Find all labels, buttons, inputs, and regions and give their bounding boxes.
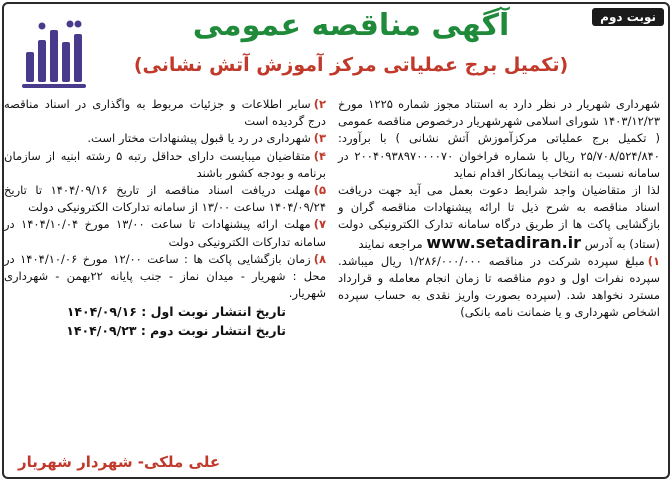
- invitation-text: لذا از متقاضیان واجد شرایط دعوت بعمل می آید جهت دریافت اسناد مناقصه به شرح ذیل تا ارائه پیشنهادات مناقصه گران و بازگشایی پاکت ها از طریق درگاه سامانه تدارک الکترونیکی دولت (ستاد) به آدرس: [338, 183, 660, 251]
- intro-paragraph: شهرداری شهریار در نظر دارد به استناد مجوز شماره ۱۲۲۵ مورخ ۱۴۰۳/۱۲/۲۳ شورای اسلامی شهرشهریار درخصوص مناقصه عمومی ( تکمیل برج عملیاتی مرکزآموزش آتش نشانی ) با برآورد: ۲۵/۷۰۸/۵۲۴/۸۴۰ ریال با شماره فراخوان ۲۰۰۴۰۹۳۸۹۷۰۰۰۰۷۰ در سامانه نسبت به انتخاب پیمانکار اقدام نماید: [338, 97, 660, 180]
- list-item: [4, 251, 326, 303]
- item-text: زمان بازگشایی پاکت ها : ساعت ۱۲/۰۰ مورخ ۱۴۰۴/۱۰/۰۶ در محل : شهریار - میدان نماز - جنب پایانه ۲۲بهمن - شهرداری شهریار.: [4, 251, 326, 301]
- invitation-paragraph: [338, 182, 660, 253]
- invitation-tail: مراجعه نمایند: [358, 236, 423, 251]
- right-column: [338, 96, 660, 322]
- setad-url-link[interactable]: www.setadiran.ir: [426, 232, 582, 252]
- round-badge: نوبت دوم: [592, 8, 664, 26]
- item-text: شهرداری در رد یا قبول پیشنهادات مختار است.: [87, 131, 311, 146]
- item-text: مبلغ سپرده شرکت در مناقصه ۱/۲۸۶/۰۰۰/۰۰۰ ریال میباشد. سپرده نفرات اول و دوم مناقصه تا زمان انجام معامله و قرارداد مسترد نخواهد شد. (سپرده بصورت واریز نقدی به حساب سپرده اشخاص شهرداری و یا ضمانت نامه بانکی): [338, 253, 660, 320]
- list-item: [338, 253, 660, 322]
- shahr-shahriar-logo-icon: [12, 12, 96, 96]
- advertisement-frame: [2, 2, 670, 479]
- item-text: مهلت ارائه پیشنهادات تا ساعت ۱۳/۰۰ مورخ ۱۴۰۴/۱۰/۰۴ در سامانه تدارکات الکترونیکی دولت: [4, 217, 326, 249]
- item-text: مهلت دریافت اسناد مناقصه از تاریخ ۱۴۰۴/۰۹/۱۶ تا تاریخ ۱۴۰۴/۰۹/۲۴ ساعت ۱۳/۰۰ از سامانه تدارکات الکترونیکی دولت: [4, 183, 326, 215]
- mayor-signature: علی ملکی- شهردار شهریار: [18, 453, 221, 471]
- item-number: ۱): [647, 253, 660, 268]
- item-number: ۴): [313, 148, 327, 163]
- item-number: ۳): [313, 131, 326, 146]
- item-text: سایر اطلاعات و جزئیات مربوط به واگذاری در اسناد مناقصه درج گردیده است: [4, 97, 326, 129]
- item-number: ۷): [313, 217, 326, 232]
- list-item: [4, 130, 326, 147]
- item-number: ۲): [313, 97, 326, 111]
- list-item: [4, 148, 326, 182]
- publish-date-second: [4, 321, 326, 340]
- publish-first-label: تاریخ انتشار نوبت اول :: [141, 304, 286, 320]
- item-number: ۸): [313, 251, 326, 266]
- page-subtitle: (تکمیل برج عملیاتی مرکز آموزش آتش نشانی): [133, 54, 569, 76]
- left-column: [4, 96, 326, 340]
- item-text: متقاضیان میبایست دارای حداقل رتبه ۵ رشته ابنیه از سازمان برنامه و بودجه کشور باشند: [4, 148, 326, 180]
- shahriar-municipality-logo: [12, 12, 96, 96]
- publish-second-label: تاریخ انتشار نوبت دوم :: [140, 323, 286, 339]
- item-number: ۵): [313, 183, 326, 198]
- list-item: [4, 182, 326, 216]
- list-item: [4, 96, 326, 130]
- publish-first-date: ۱۴۰۴/۰۹/۱۶: [66, 304, 137, 320]
- publish-date-first: [4, 302, 326, 321]
- list-item: [4, 216, 326, 250]
- page-title: آگهی مناقصه عمومی: [192, 8, 510, 43]
- publish-second-date: ۱۴۰۴/۰۹/۲۳: [66, 323, 137, 339]
